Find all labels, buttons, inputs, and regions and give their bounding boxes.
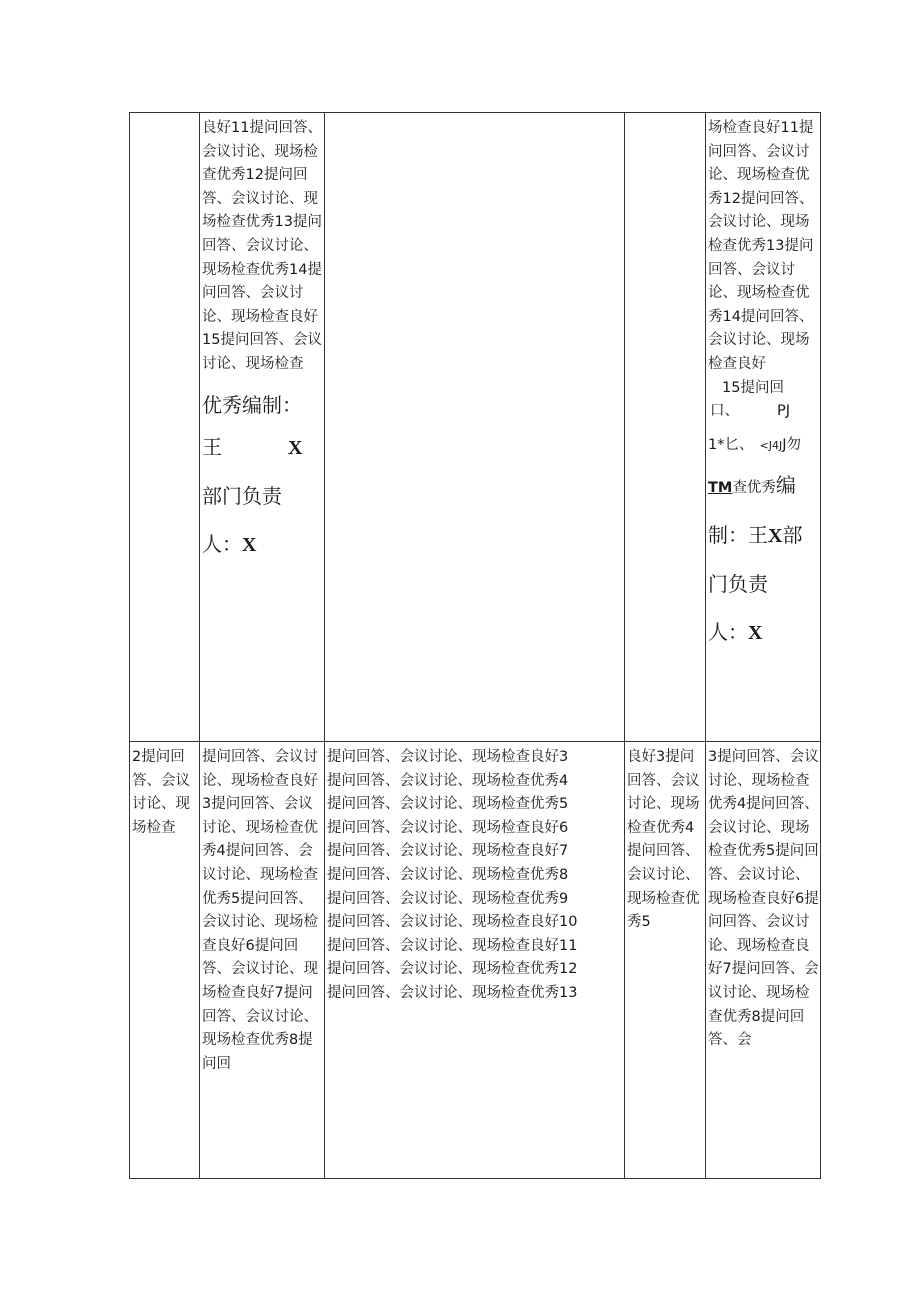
row2-col3-cell (325, 742, 624, 1178)
row1-col2-compiler-label (202, 393, 323, 417)
row1-col5-line3 (708, 434, 820, 458)
row2-col3-line: 提问回答、会议讨论、现场检查优秀5 (327, 796, 569, 813)
row2-col3-line: 提问回答、会议讨论、现场检查优秀4 (327, 772, 569, 789)
row1-col2-person: 人： (202, 531, 242, 556)
row2-col3-line: 提问回答、会议讨论、现场检查优秀13 (327, 984, 578, 1001)
row1-col2-dept-label: 部门负责 (202, 483, 282, 508)
row1-col2-name: 王 (202, 434, 222, 459)
row1-col2-cell (200, 113, 324, 741)
row2-col3-line: 提问回答、会议讨论、现场检查优秀9 (327, 890, 569, 907)
row2-col3-line: 提问回答、会议讨论、现场检查优秀12 (327, 961, 578, 978)
row1-col5-line5 (708, 523, 820, 548)
row1-col5-line3b: <J4J (759, 438, 783, 452)
row2-col3-line: 提问回答、会议讨论、现场检查良好7 (327, 843, 569, 860)
row1-col2-name-x: X (288, 436, 303, 459)
row1-col2-criteria-text: 良好11提问回答、会议讨论、现场检查优秀12提问回答、会议讨论、现场检查优秀13提问回答、会议讨论、现场检查优秀14提问回答、会议讨论、现场检查良好15提问回答、会议讨论、现场检查 (202, 120, 322, 372)
row1-col5-line5x: X (768, 524, 783, 547)
row2-col5-cell (706, 742, 821, 1178)
row2-col2-text: 提问回答、会议讨论、现场检查良好3提问回答、会议讨论、现场检查优秀4提问回答、会议讨论、现场检查优秀5提问回答、会议讨论、现场检查良好6提问回答、会议讨论、现场检查良好7提问回答、会议讨论、现场检查优秀8提问回 (202, 749, 318, 1072)
row2-col3-line: 提问回答、会议讨论、现场检查良好10 (327, 914, 578, 931)
row1-col5-line3a: 1*匕、 (708, 436, 754, 453)
row1-col5-line1: 15提问回 (722, 379, 784, 396)
row1-col5-line7x: X (748, 621, 763, 644)
row1-col1-cell (130, 113, 199, 741)
row2-col3-line: 提问回答、会议讨论、现场检查良好3 (327, 749, 569, 765)
row1-col4-cell (625, 113, 705, 741)
row1-col5-line6: 门负责 (708, 571, 768, 596)
row2-col4-cell (625, 742, 705, 1178)
row1-col5-line2a: 口、 (710, 403, 739, 420)
row2-col3-line: 提问回答、会议讨论、现场检查良好11 (327, 937, 578, 954)
row2-col5-text: 3提问回答、会议讨论、现场检查优秀4提问回答、会议讨论、现场检查优秀5提问回答、会议讨论、现场检查良好6提问回答、会议讨论、现场检查良好7提问回答、会议讨论、现场检查优秀8提问回答、会 (708, 749, 819, 1049)
row1-col5-line5b: 部 (782, 522, 803, 547)
row1-col5-cell (706, 113, 821, 741)
row2-col3-line: 提问回答、会议讨论、现场检查良好6 (327, 819, 569, 836)
row1-col5-line7 (708, 620, 820, 645)
row2-col4-text: 良好3提问回答、会议讨论、现场检查优秀4提问回答、会议讨论、现场检查优秀5 (627, 749, 700, 931)
row2-col2-cell (200, 742, 324, 1178)
row1-col5-line4a: TM (708, 480, 733, 497)
row2-col1-cell (130, 742, 199, 1178)
row1-col2-youxiu-label: 优秀编制： (202, 392, 302, 417)
row1-col5-line4 (708, 473, 820, 501)
row2-col3-line: 提问回答、会议讨论、现场检查优秀8 (327, 866, 569, 883)
row1-col5-line5a: 制：王 (708, 522, 768, 547)
row1-col2-person-x: X (242, 533, 257, 556)
row1-col2-compiler-name (202, 435, 323, 460)
row1-col5-line3c: J勿 (782, 436, 801, 453)
row1-col5-line4c: 编 (775, 473, 796, 498)
row2-col1-text: 2提问回答、会议讨论、现场检查 (132, 749, 190, 836)
row1-col3-cell (325, 113, 624, 741)
row1-col5-criteria-text: 场检查良好11提问回答、会议讨论、现场检查优秀12提问回答、会议讨论、现场检查优秀13提问回答、会议讨论、现场检查优秀14提问回答、会议讨论、现场检查良好 (708, 120, 814, 372)
row1-col2-person-label (202, 532, 323, 557)
row1-col5-line2b: PJ (777, 403, 791, 420)
row1-col5-line4b: 查优秀 (732, 480, 776, 497)
row1-col5-line7a: 人： (708, 619, 748, 644)
row1-col5-line2 (708, 400, 820, 424)
